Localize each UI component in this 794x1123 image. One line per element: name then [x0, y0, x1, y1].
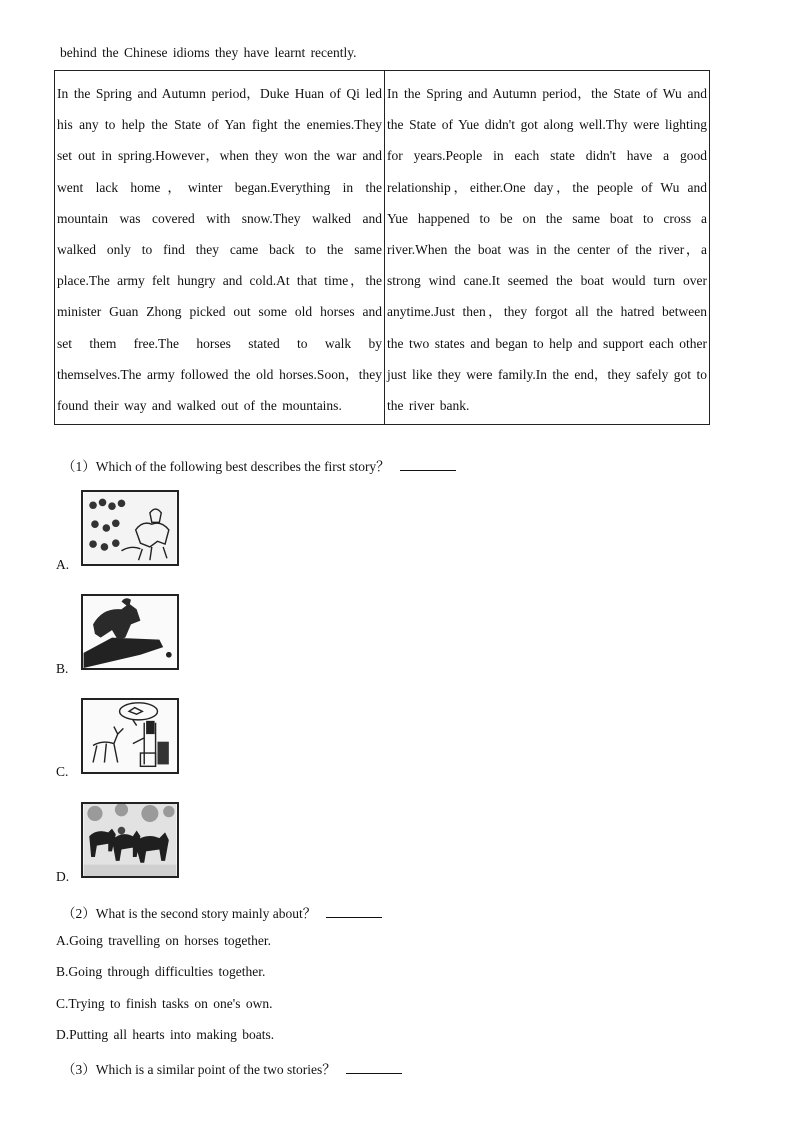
old-horses-in-snow-illustration	[83, 804, 177, 876]
question-1	[62, 455, 456, 475]
option-c-letter[interactable]: C.	[56, 764, 69, 779]
option-a-letter[interactable]: A.	[56, 557, 70, 572]
question-2-text: （2）What is the second story mainly about？	[62, 906, 317, 921]
first-story-cell: In the Spring and Autumn period，Duke Huan of Qi led his any to help the State of Yan fight the enemies.They set out in spring.However，when they won the war and went lack home，winter began.Everything in the mountain was covered with snow.They walked and walked only to find they came back to the same place.The army felt hungry and cold.At that time，the minister Guan Zhong picked out some old horses and set them free.The horses stated to walk by themselves.The army followed the old horses.Soon，they found their way and walked out of the mountains.	[55, 71, 385, 425]
question-2-option-c[interactable]: C.Trying to finish tasks on one's own.	[56, 996, 273, 1011]
option-a-image[interactable]	[81, 490, 179, 566]
horse-on-cliff-illustration	[83, 596, 177, 668]
second-story-cell: In the Spring and Autumn period，the State of Wu and the State of Yue didn't got along well.Thy were lighting for years.People in each state didn't have a good relationship，either.One day，the people of Wu and Yue happened to be on the same boat to cross a river.When the boat was in the center of the river，a strong wind cane.It seemed the boat would turn over anytime.Just then，they forgot all the hatred between the two states and began to help and support each other just like they were family.In the end，they safely got to the river bank.	[385, 71, 710, 425]
option-b-image[interactable]	[81, 594, 179, 670]
answer-blank-2[interactable]	[326, 903, 382, 918]
rider-among-trees-illustration	[83, 492, 177, 564]
question-2-option-b[interactable]: B.Going through difficulties together.	[56, 964, 266, 979]
question-1-text: （1）Which of the following best describes the first story？	[62, 459, 390, 474]
man-pointing-at-deer-illustration	[83, 700, 177, 772]
question-2-option-d[interactable]: D.Putting all hearts into making boats.	[56, 1027, 275, 1042]
intro-line: behind the Chinese idioms they have learnt recently.	[60, 45, 357, 60]
option-d-image[interactable]	[81, 802, 179, 878]
answer-blank-3[interactable]	[346, 1059, 402, 1074]
question-2-option-a[interactable]: A.Going travelling on horses together.	[56, 933, 271, 948]
question-3	[62, 1058, 402, 1078]
answer-blank-1[interactable]	[400, 456, 456, 471]
option-c-image[interactable]	[81, 698, 179, 774]
option-b-letter[interactable]: B.	[56, 661, 69, 676]
option-d-letter[interactable]: D.	[56, 869, 70, 884]
question-3-text: （3）Which is a similar point of the two stories？	[62, 1062, 336, 1077]
question-2	[62, 902, 382, 922]
stories-table	[54, 70, 710, 425]
